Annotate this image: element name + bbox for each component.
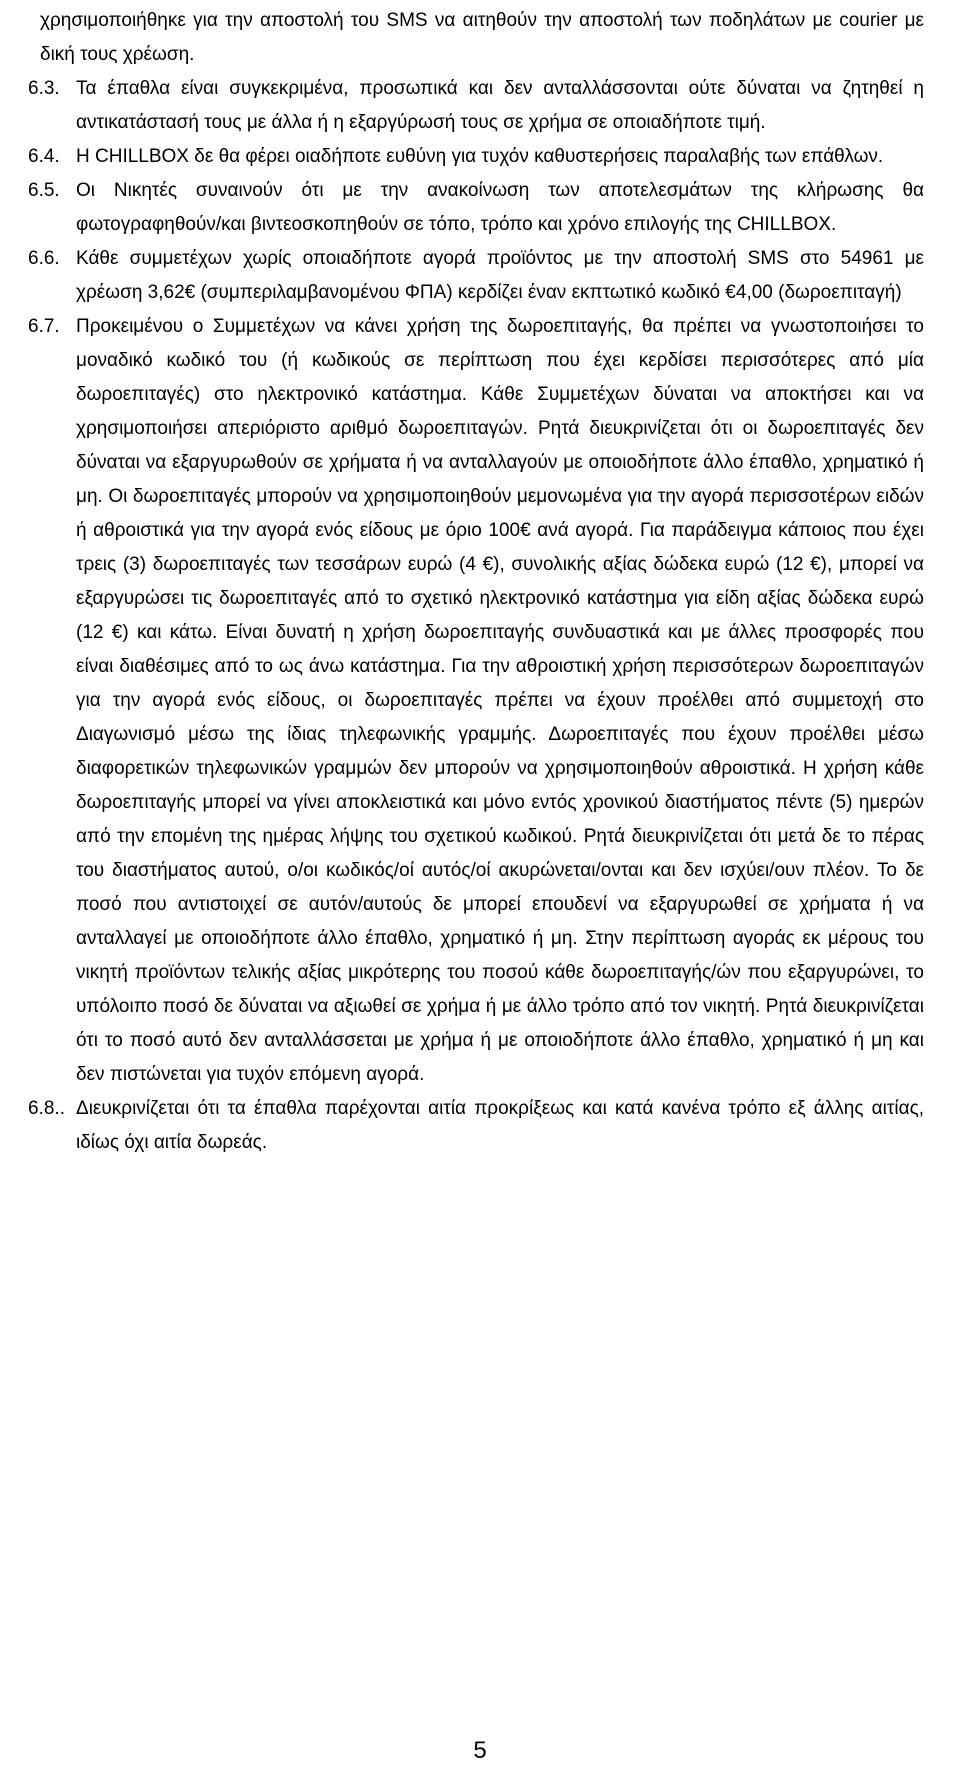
clause-6-5 <box>28 174 924 242</box>
clause-number: 6.4. <box>28 146 60 167</box>
clause-text: Τα έπαθλα είναι συγκεκριμένα, προσωπικά και δεν ανταλλάσσονται ούτε δύναται να ζητηθεί η αντικατάστασή τους με άλλα ή η εξαργύρωσή τους σε χρήμα σε οποιαδήποτε τιμή. <box>76 78 924 133</box>
clause-number: 6.7. <box>28 316 60 337</box>
clause-text: Κάθε συμμετέχων χωρίς οποιαδήποτε αγορά προϊόντος με την αποστολή SMS στο 54961 με χρέωση 3,62€ (συμπεριλαμβανομένου ΦΠΑ) κερδίζει έναν εκπτωτικό κωδικό €4,00 (δωροεπιταγή) <box>76 248 924 303</box>
clause-text: Προκειμένου ο Συμμετέχων να κάνει χρήση της δωροεπιταγής, θα πρέπει να γνωστοποιήσει το μοναδικό κωδικό του (ή κωδικούς σε περίπτωση που έχει κερδίσει περισσότερες από μία δωροεπιταγές) στο ηλεκτρονικό κατάστημα. Κάθε Συμμετέχων δύναται να αποκτήσει και να χρησιμοποιήσει απεριόριστο αριθμό δωροεπιταγών. Ρητά διευκρινίζεται ότι οι δωροεπιταγές δεν δύναται να εξαργυρωθούν σε χρήματα ή να ανταλλαγούν με οποιοδήποτε άλλο έπαθλο, χρηματικό ή μη. Οι δωροεπιταγές μπορούν να χρησιμοποιηθούν μεμονωμένα για την αγορά περισσοτέρων ειδών ή αθροιστικά για την αγορά ενός είδους με όριο 100€ ανά αγορά. Για παράδειγμα κάποιος που έχει τρεις (3) δωροεπιταγές των τεσσάρων ευρώ (4 €), συνολικής αξίας δώδεκα ευρώ (12 €), μπορεί να εξαργυρώσει τις δωροεπιταγές από το σχετικό ηλεκτρονικό κατάστημα για είδη αξίας δώδεκα ευρώ (12 €) και κάτω. Είναι δυνατή η χρήση δωροεπιταγής συνδυαστικά και με άλλες προσφορές που είναι διαθέσιμες από το ως άνω κατάστημα. Για την αθροιστική χρήση περισσότερων δωροεπιταγών για την αγορά ενός είδους, οι δωροεπιταγές πρέπει να έχουν προέλθει από συμμετοχή στο Διαγωνισμό μέσω της ίδιας τηλεφωνικής γραμμής. Δωροεπιταγές που έχουν προέλθει μέσω διαφορετικών τηλεφωνικών γραμμών δεν μπορούν να χρησιμοποιηθούν αθροιστικά. Η χρήση κάθε δωροεπιταγής μπορεί να γίνει αποκλειστικά και μόνο εντός χρονικού διαστήματος πέντε (5) ημερών από την επομένη της ημέρας λήψης του σχετικού κωδικού. Ρητά διευκρινίζεται ότι μετά δε το πέρας του διαστήματος αυτού, ο/οι κωδικός/οί αυτός/οί ακυρώνεται/ονται και δεν ισχύει/ουν πλέον. Το δε ποσό που αντιστοιχεί σε αυτόν/αυτούς δε μπορεί επουδενί να εξαργυρωθεί σε χρήματα ή να ανταλλαγεί με οποιοδήποτε άλλο έπαθλο, χρηματικό ή μη. Στην περίπτωση αγοράς εκ μέρους του νικητή προϊόντων τελικής αξίας μικρότερης του ποσού κάθε δωροεπιταγής/ών που εξαργυρώνει, το υπόλοιπο ποσό δε δύναται να αξιωθεί σε χρήμα ή με άλλο τρόπο από τον νικητή. Ρητά διευκρινίζεται ότι το ποσό αυτό δεν ανταλλάσσεται με χρήμα ή με οποιοδήποτε άλλο έπαθλο, χρηματικό ή μη και δεν πιστώνεται για τυχόν επόμενη αγορά. <box>76 316 924 1085</box>
document-body <box>28 4 924 1160</box>
clause-number: 6.6. <box>28 248 60 269</box>
clause-6-8 <box>28 1092 924 1160</box>
clause-text: Διευκρινίζεται ότι τα έπαθλα παρέχονται αιτία προκρίξεως και κατά κανένα τρόπο εξ άλλης αιτίας, ιδίως όχι αιτία δωρεάς. <box>76 1098 924 1153</box>
clause-text: Οι Νικητές συναινούν ότι με την ανακοίνωση των αποτελεσμάτων της κλήρωσης θα φωτογραφηθούν/και βιντεοσκοπηθούν σε τόπο, τρόπο και χρόνο επιλογής της CHILLBOX. <box>76 180 924 235</box>
page-number: 5 <box>473 1737 487 1764</box>
clause-number: 6.8.. <box>28 1098 65 1119</box>
continued-paragraph: χρησιμοποιήθηκε για την αποστολή του SMS να αιτηθούν την αποστολή των ποδηλάτων με courier με δική τους χρέωση. <box>40 10 924 65</box>
clause-number: 6.3. <box>28 78 60 99</box>
clause-6-6 <box>28 242 924 310</box>
clause-6-7 <box>28 310 924 1092</box>
clause-text: Η CHILLBOX δε θα φέρει οιαδήποτε ευθύνη για τυχόν καθυστερήσεις παραλαβής των επάθλων. <box>76 146 884 167</box>
clause-number: 6.5. <box>28 180 60 201</box>
clause-6-3 <box>28 72 924 140</box>
clause-6-4 <box>28 140 924 174</box>
